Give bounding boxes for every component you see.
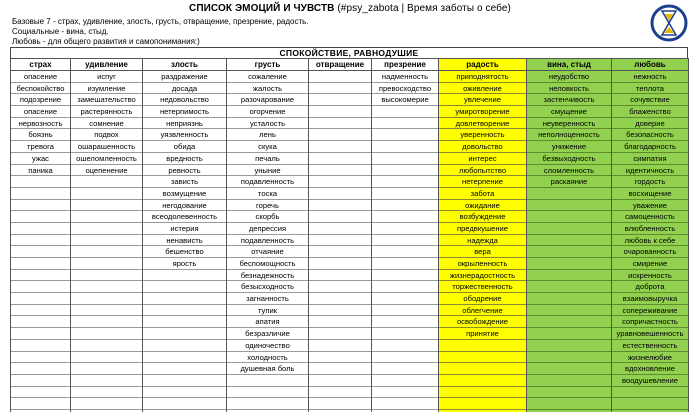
table-cell [11, 246, 70, 258]
table-cell: печаль [227, 153, 308, 165]
table-cell [143, 340, 226, 352]
table-cell [11, 352, 70, 364]
table-cell [309, 188, 371, 200]
table-cell [143, 281, 226, 293]
table-cell: раздражение [143, 71, 226, 83]
table-cell: блаженство [612, 106, 688, 118]
table-cell [527, 246, 611, 258]
table-cell [309, 118, 371, 130]
table-cell: жизнерадостность [439, 270, 526, 282]
table-cell [527, 316, 611, 328]
table-cell [527, 352, 611, 364]
table-cell [372, 118, 438, 130]
table-cell [11, 270, 70, 282]
table-cell: растерянность [71, 106, 142, 118]
table-cell: безразличие [227, 328, 308, 340]
table-cell: опасение [11, 71, 70, 83]
column-3 [143, 58, 227, 412]
table-cell: приподнятость [439, 71, 526, 83]
table-cell [11, 281, 70, 293]
table-cell: довлетворение [439, 118, 526, 130]
title-hashtag: (#psy_zabota | Время заботы о себе) [334, 3, 511, 14]
table-cell: душевная боль [227, 363, 308, 375]
table-cell: тревога [11, 141, 70, 153]
table-cell: предвкушение [439, 223, 526, 235]
table-cell [71, 352, 142, 364]
table-cell [71, 363, 142, 375]
table-cell [439, 363, 526, 375]
table-cell [309, 281, 371, 293]
table-cell: возмущение [143, 188, 226, 200]
table-cell [309, 305, 371, 317]
table-cell [11, 200, 70, 212]
table-cell: беспомощность [227, 258, 308, 270]
table-cell [372, 129, 438, 141]
table-cell [11, 328, 70, 340]
table-cell: усталость [227, 118, 308, 130]
table-cell [71, 176, 142, 188]
table-cell: безвыходность [527, 153, 611, 165]
table-cell [527, 375, 611, 387]
table-cell: забота [439, 188, 526, 200]
table-cell [143, 316, 226, 328]
table-cell [309, 129, 371, 141]
table-cell [612, 387, 688, 399]
table-cell: превосходство [372, 83, 438, 95]
table-cell [11, 305, 70, 317]
table-cell: сомнение [71, 118, 142, 130]
table-cell: вера [439, 246, 526, 258]
table-cell [143, 387, 226, 399]
table-cell: высокомерие [372, 94, 438, 106]
table-cell: скука [227, 141, 308, 153]
table-cell [309, 94, 371, 106]
table-cell: жизнелюбие [612, 352, 688, 364]
table-cell [11, 258, 70, 270]
table-cell [439, 340, 526, 352]
table-cell: ревность [143, 165, 226, 177]
table-cell: одиночество [227, 340, 308, 352]
table-cell: скорбь [227, 211, 308, 223]
table-cell [372, 340, 438, 352]
table-cell: идентичность [612, 165, 688, 177]
column-7 [439, 58, 527, 412]
table-cell [309, 375, 371, 387]
table-cell: ободрение [439, 293, 526, 305]
table-cell [71, 316, 142, 328]
table-cell [71, 328, 142, 340]
table-cell [527, 305, 611, 317]
table-cell [372, 375, 438, 387]
table-cell [309, 235, 371, 247]
hourglass-icon [650, 2, 688, 44]
table-cell: подавленность [227, 176, 308, 188]
table-cell: смущение [527, 106, 611, 118]
table-cell: изумление [71, 83, 142, 95]
table-cell: любовь к себе [612, 235, 688, 247]
table-cell [309, 71, 371, 83]
table-cell [71, 270, 142, 282]
table-cell [71, 235, 142, 247]
table-cell [527, 398, 611, 410]
basic-emotions-line: Базовые 7 - страх, удивление, злость, грусть, отвращение, презрение, радость. [12, 17, 309, 26]
table-cell [11, 211, 70, 223]
table-cell: теплота [612, 83, 688, 95]
table-cell: безопасность [612, 129, 688, 141]
column-header: страх [11, 58, 70, 71]
table-cell [372, 211, 438, 223]
table-cell: испуг [71, 71, 142, 83]
table-cell [309, 387, 371, 399]
table-cell: ошарашенность [71, 141, 142, 153]
table-cell: ненависть [143, 235, 226, 247]
table-cell: обида [143, 141, 226, 153]
table-cell [527, 340, 611, 352]
table-cell [372, 293, 438, 305]
table-cell: нежность [612, 71, 688, 83]
table-cell [309, 316, 371, 328]
table-cell: загнанность [227, 293, 308, 305]
table-cell [11, 316, 70, 328]
table-cell: досада [143, 83, 226, 95]
table-cell: депрессия [227, 223, 308, 235]
table-cell: принятие [439, 328, 526, 340]
table-cell: нервозность [11, 118, 70, 130]
page-title [0, 3, 700, 14]
table-cell [372, 141, 438, 153]
table-cell [71, 340, 142, 352]
table-cell [11, 223, 70, 235]
table-cell [11, 176, 70, 188]
table-cell [309, 352, 371, 364]
table-cell: интерес [439, 153, 526, 165]
table-cell: жалость [227, 83, 308, 95]
table-cell [527, 387, 611, 399]
table-cell [143, 328, 226, 340]
table-cell: уныние [227, 165, 308, 177]
table-cell: вдохновление [612, 363, 688, 375]
table-cell [372, 188, 438, 200]
table-cell: благодарность [612, 141, 688, 153]
table-cell: истерия [143, 223, 226, 235]
table-cell [372, 281, 438, 293]
table-cell [143, 293, 226, 305]
table-cell: уязвленность [143, 129, 226, 141]
table-cell: отчаяние [227, 246, 308, 258]
table-cell [71, 305, 142, 317]
table-cell [372, 223, 438, 235]
table-cell [309, 176, 371, 188]
table-cell [372, 363, 438, 375]
table-cell: ожидание [439, 200, 526, 212]
table-cell: оцепенение [71, 165, 142, 177]
table-cell: беспокойство [11, 83, 70, 95]
table-cell: неловкость [527, 83, 611, 95]
column-8 [527, 58, 612, 412]
table-cell: влюбленность [612, 223, 688, 235]
social-emotions-line: Социальные - вина, стыд. [12, 27, 109, 36]
column-2 [71, 58, 143, 412]
table-cell [372, 316, 438, 328]
table-cell [527, 223, 611, 235]
table-cell [11, 293, 70, 305]
table-cell: самоценность [612, 211, 688, 223]
table-cell [71, 293, 142, 305]
table-cell [372, 270, 438, 282]
table-cell [309, 246, 371, 258]
table-cell: зависть [143, 176, 226, 188]
table-cell [143, 352, 226, 364]
table-cell [527, 235, 611, 247]
table-cell [527, 328, 611, 340]
table-cell: тупик [227, 305, 308, 317]
table-cell [372, 352, 438, 364]
table-cell [372, 328, 438, 340]
table-cell: вредность [143, 153, 226, 165]
table-cell [11, 387, 70, 399]
table-cell [309, 398, 371, 410]
table-cell: ошеломленность [71, 153, 142, 165]
column-header: удивление [71, 58, 142, 71]
table-cell [612, 398, 688, 410]
table-cell: безысходность [227, 281, 308, 293]
table-cell: подозрение [11, 94, 70, 106]
table-cell: подвох [71, 129, 142, 141]
table-cell [309, 153, 371, 165]
table-cell: возбуждение [439, 211, 526, 223]
table-cell: нетерпимость [143, 106, 226, 118]
table-cell [439, 375, 526, 387]
column-9 [612, 58, 689, 412]
table-cell [227, 375, 308, 387]
table-cell: естественность [612, 340, 688, 352]
table-cell: воодушевление [612, 375, 688, 387]
column-5 [309, 58, 372, 412]
table-cell: безнадежность [227, 270, 308, 282]
table-cell [527, 200, 611, 212]
table-cell: ужас [11, 153, 70, 165]
column-header: вина, стыд [527, 58, 611, 71]
table-cell [372, 305, 438, 317]
table-cell: доброта [612, 281, 688, 293]
table-cell [527, 363, 611, 375]
table-cell: боязнь [11, 129, 70, 141]
table-cell: опасение [11, 106, 70, 118]
table-cell: неуверенность [527, 118, 611, 130]
table-cell [71, 200, 142, 212]
table-cell [71, 188, 142, 200]
table-cell: апатия [227, 316, 308, 328]
table-cell: нетерпение [439, 176, 526, 188]
table-cell: тоска [227, 188, 308, 200]
table-cell [71, 398, 142, 410]
table-cell [527, 258, 611, 270]
table-cell [11, 340, 70, 352]
table-cell: окрыленность [439, 258, 526, 270]
table-cell [143, 305, 226, 317]
table-cell [11, 363, 70, 375]
table-cell: симпатия [612, 153, 688, 165]
table-cell [309, 211, 371, 223]
table-cell [71, 281, 142, 293]
table-cell: искренность [612, 270, 688, 282]
table-cell: очарованность [612, 246, 688, 258]
table-cell [372, 398, 438, 410]
table-cell: раскаяние [527, 176, 611, 188]
table-cell [143, 375, 226, 387]
table-cell: доверие [612, 118, 688, 130]
table-cell [11, 375, 70, 387]
table-cell [71, 211, 142, 223]
table-cell [71, 375, 142, 387]
table-cell: унижение [527, 141, 611, 153]
table-cell: лень [227, 129, 308, 141]
table-cell: негодование [143, 200, 226, 212]
table-cell: торжественность [439, 281, 526, 293]
table-cell [527, 270, 611, 282]
table-cell [527, 211, 611, 223]
table-cell: всеодолевенность [143, 211, 226, 223]
table-cell [11, 235, 70, 247]
table-cell [372, 258, 438, 270]
table-cell [11, 188, 70, 200]
table-cell [527, 188, 611, 200]
table-cell: холодность [227, 352, 308, 364]
table-cell: увлечение [439, 94, 526, 106]
table-cell [71, 223, 142, 235]
table-cell: восхищение [612, 188, 688, 200]
table-cell: бешенство [143, 246, 226, 258]
table-cell: умиротворение [439, 106, 526, 118]
column-header: радость [439, 58, 526, 71]
table-cell: уверенность [439, 129, 526, 141]
table-cell [309, 165, 371, 177]
table-cell [527, 293, 611, 305]
title-main: СПИСОК ЭМОЦИЙ И ЧУВСТВ [189, 3, 335, 14]
table-cell: сожаление [227, 71, 308, 83]
table-cell: смирение [612, 258, 688, 270]
table-cell [143, 398, 226, 410]
table-cell: любопытство [439, 165, 526, 177]
table-cell [71, 246, 142, 258]
table-cell: сочувствие [612, 94, 688, 106]
column-header: любовь [612, 58, 688, 71]
table-cell [439, 398, 526, 410]
table-cell: сломленность [527, 165, 611, 177]
table-cell [372, 176, 438, 188]
table-cell: уравновешенность [612, 328, 688, 340]
table-cell: подавленность [227, 235, 308, 247]
table-cell: замешательство [71, 94, 142, 106]
table-cell: надменность [372, 71, 438, 83]
table-cell: надежда [439, 235, 526, 247]
table-cell: облегчение [439, 305, 526, 317]
table-cell: уважение [612, 200, 688, 212]
table-cell: сопереживание [612, 305, 688, 317]
table-cell: недовольство [143, 94, 226, 106]
table-cell [309, 106, 371, 118]
table-cell [71, 387, 142, 399]
table-cell [372, 153, 438, 165]
table-cell: огорчение [227, 106, 308, 118]
table-cell [71, 258, 142, 270]
column-header: отвращение [309, 58, 371, 71]
table-cell [309, 340, 371, 352]
table-cell: неудобство [527, 71, 611, 83]
table-cell: неполноценность [527, 129, 611, 141]
table-cell [372, 200, 438, 212]
table-cell: гордость [612, 176, 688, 188]
table-cell [372, 246, 438, 258]
table-cell [143, 270, 226, 282]
column-1 [11, 58, 71, 412]
column-6 [372, 58, 439, 412]
table-cell [309, 363, 371, 375]
table-cell [439, 352, 526, 364]
table-cell: довольство [439, 141, 526, 153]
table-cell [227, 398, 308, 410]
calm-indifference-row: СПОКОЙСТВИЕ, РАВНОДУШИЕ [10, 47, 688, 59]
table-cell [372, 235, 438, 247]
table-cell: разочарование [227, 94, 308, 106]
table-cell [309, 328, 371, 340]
table-cell [527, 281, 611, 293]
table-cell: горечь [227, 200, 308, 212]
emotions-table [10, 58, 689, 412]
table-cell: неприязнь [143, 118, 226, 130]
column-header: грусть [227, 58, 308, 71]
table-cell [227, 387, 308, 399]
table-cell [309, 83, 371, 95]
column-header: злость [143, 58, 226, 71]
column-4 [227, 58, 309, 412]
table-cell: освобождение [439, 316, 526, 328]
table-cell [309, 200, 371, 212]
table-cell: взаимовыручка [612, 293, 688, 305]
table-cell: ярость [143, 258, 226, 270]
table-cell: сопричастность [612, 316, 688, 328]
love-line: Любовь - для общего развития и самопонимания:) [12, 37, 200, 46]
table-cell [143, 363, 226, 375]
table-cell [309, 141, 371, 153]
table-cell [372, 165, 438, 177]
table-cell [439, 387, 526, 399]
table-cell [309, 293, 371, 305]
table-cell: застенчивость [527, 94, 611, 106]
table-cell: паника [11, 165, 70, 177]
table-cell: оживление [439, 83, 526, 95]
column-header: презрение [372, 58, 438, 71]
table-cell [372, 387, 438, 399]
table-cell [309, 223, 371, 235]
table-cell [309, 270, 371, 282]
table-cell [11, 398, 70, 410]
table-cell [372, 106, 438, 118]
table-cell [309, 258, 371, 270]
